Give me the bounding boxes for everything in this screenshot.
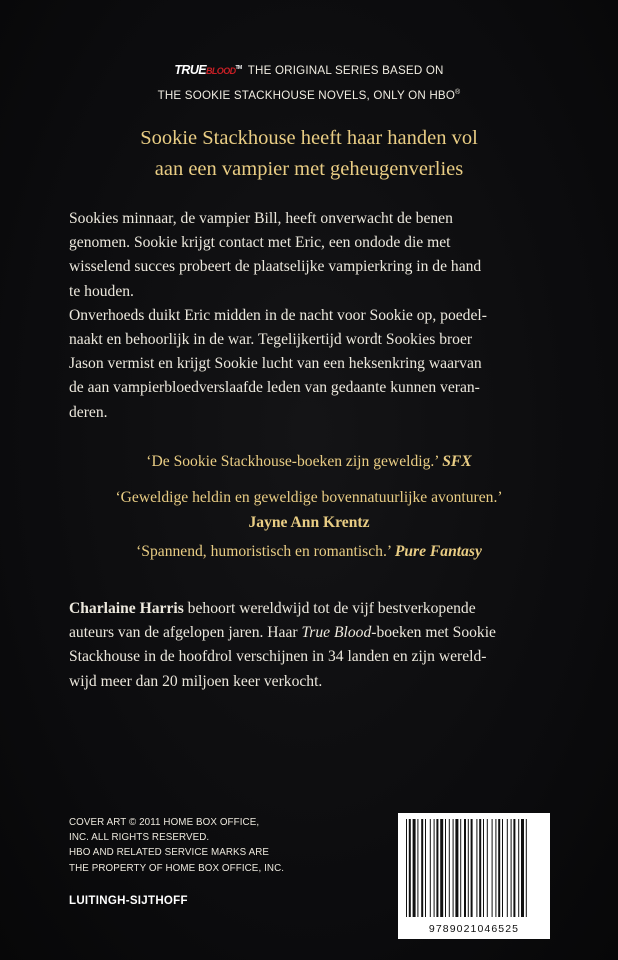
- barcode-bar: [498, 819, 500, 917]
- blurb-line: Onverhoeds duikt Eric midden in de nacht voor Sookie op, poedel-: [69, 306, 487, 324]
- barcode-bars: [398, 813, 550, 939]
- barcode-bar: [430, 819, 431, 917]
- blurb-line: te houden.: [69, 282, 134, 300]
- credit-line: COVER ART © 2011 HOME BOX OFFICE,: [69, 817, 260, 828]
- author-bio-text: wijd meer dan 20 miljoen keer verkocht.: [69, 672, 323, 690]
- credit-line: HBO AND RELATED SERVICE MARKS ARE: [69, 847, 270, 859]
- barcode-bar: [413, 819, 416, 917]
- review-quote-pure-fantasy: [0, 540, 618, 565]
- barcode-bar: [425, 819, 426, 917]
- series-tagline: [0, 57, 618, 107]
- quote-text: ‘Geweldige heldin en geweldige bovennatuurlijke avonturen.’: [115, 489, 503, 506]
- barcode-bar: [453, 819, 454, 917]
- quote-text: ‘De Sookie Stackhouse-boeken zijn geweldig.’: [146, 453, 443, 470]
- credit-line: THE PROPERTY OF HOME BOX OFFICE, INC.: [69, 862, 285, 874]
- blurb-line: deren.: [69, 403, 108, 421]
- headline-line-2: aan een vampier met geheugenverlies: [154, 158, 464, 180]
- barcode-bar: [445, 819, 446, 917]
- blurb-line: wisselend succes probeert de plaatselijke vampierkring in de hand: [69, 258, 482, 276]
- author-name: Charlaine Harris: [69, 600, 184, 617]
- review-quote-krentz: [0, 486, 618, 535]
- tagline-line-2: [0, 82, 618, 107]
- author-bio-text: -boeken met Sookie: [371, 624, 496, 642]
- barcode-bar: [507, 819, 508, 917]
- tagline-text-2: THE SOOKIE STACKHOUSE NOVELS, ONLY ON HBO: [157, 88, 456, 102]
- barcode-bar: [417, 819, 418, 917]
- publisher-logo: LUITINGH-SIJTHOFF: [69, 895, 188, 907]
- isbn-digits: 9789021046525: [428, 923, 520, 935]
- barcode-bar: [526, 819, 527, 917]
- author-bio-text: auteurs van de afgelopen jaren. Haar: [69, 624, 302, 642]
- quote-source: Pure Fantasy: [394, 543, 482, 560]
- barcode-bar: [471, 819, 473, 917]
- author-bio-text: behoort wereldwijd tot de vijf bestverkopende: [183, 600, 476, 617]
- barcode-bar: [518, 819, 519, 917]
- isbn-barcode: [398, 813, 550, 939]
- barcode-bar: [476, 819, 477, 917]
- headline: [0, 123, 618, 185]
- quote-source: SFX: [442, 453, 472, 470]
- true-blood-logo: TRUEBLOOD™: [174, 62, 242, 77]
- barcode-bar: [511, 819, 512, 917]
- barcode-bar: [492, 819, 493, 917]
- barcode-bar: [460, 819, 461, 917]
- barcode-bar: [449, 819, 450, 917]
- blurb-line: de aan vampierbloedverslaafde leden van gedaante kunnen veran-: [69, 379, 480, 397]
- barcode-bar: [502, 819, 503, 917]
- registered-mark: ®: [455, 88, 461, 96]
- barcode-bar: [487, 819, 488, 917]
- barcode-bar: [434, 819, 435, 917]
- barcode-bar: [479, 819, 481, 917]
- barcode-bar: [521, 819, 524, 917]
- author-bio: [69, 597, 569, 694]
- credit-line: INC. ALL RIGHTS RESERVED.: [69, 832, 210, 844]
- tagline-text-1: THE ORIGINAL SERIES BASED ON: [247, 63, 444, 77]
- barcode-bar: [421, 819, 423, 917]
- barcode-bar: [440, 819, 443, 917]
- barcode-bar: [409, 819, 411, 917]
- author-bio-text: Stackhouse in de hoofdrol verschijnen in 34 landen en zijn wereld-: [69, 648, 487, 666]
- blurb-line: Jason vermist en krijgt Sookie lucht van een heksenkring waarvan: [69, 355, 482, 373]
- tagline-line-1: [0, 57, 618, 82]
- blurb-line: Sookies minnaar, de vampier Bill, heeft onverwacht de benen: [69, 210, 453, 227]
- blurb-line: genomen. Sookie krijgt contact met Eric, een ondode die met: [69, 234, 451, 252]
- barcode-bar: [455, 819, 458, 917]
- review-quote-sfx: [0, 450, 618, 475]
- headline-line-1: Sookie Stackhouse heeft haar handen vol: [140, 127, 478, 149]
- copyright-credits: [69, 815, 284, 876]
- barcode-bar: [468, 819, 469, 917]
- blurb-line: naakt en behoorlijk in de war. Tegelijkertijd wordt Sookies broer: [69, 331, 473, 349]
- barcode-bar: [513, 819, 515, 917]
- quote-source: Jayne Ann Krentz: [248, 513, 370, 531]
- barcode-bar: [464, 819, 466, 917]
- series-title: True Blood: [301, 624, 372, 642]
- blurb-paragraph: [69, 207, 569, 425]
- quote-text: ‘Spannend, humoristisch en romantisch.’: [136, 543, 395, 560]
- barcode-bar: [495, 819, 496, 917]
- barcode-bar: [436, 819, 438, 917]
- barcode-bar: [483, 819, 484, 917]
- barcode-bar: [406, 819, 407, 917]
